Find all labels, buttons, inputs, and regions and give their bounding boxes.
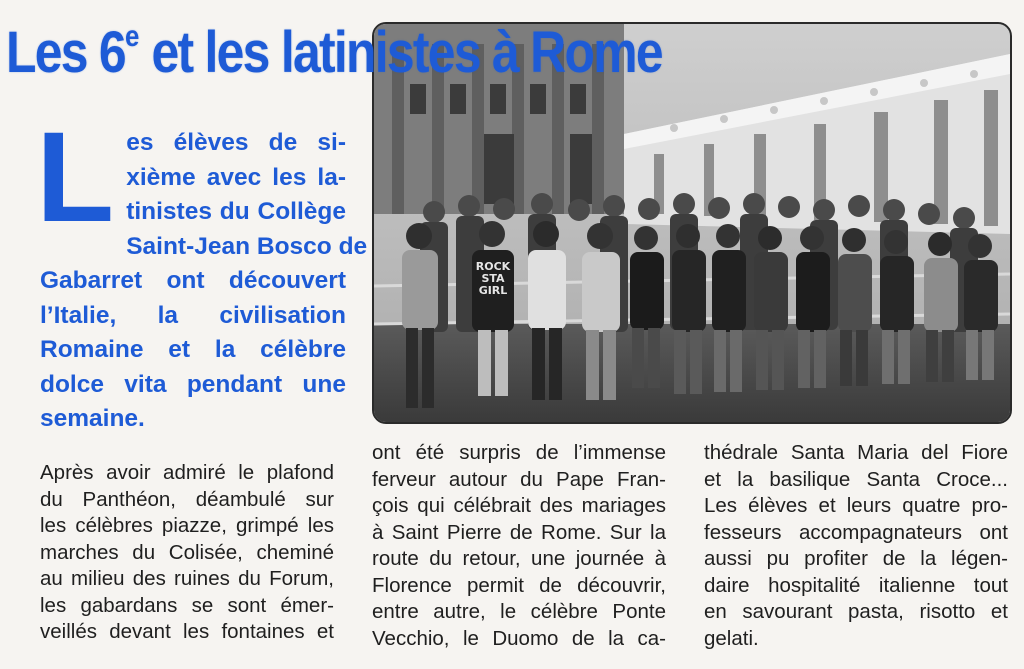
body-line: Les élèves et leurs quatre pro- [704,494,1008,517]
headline-main: Les 6 [6,20,125,85]
headline-superscript: e [124,20,140,53]
body-column-3 [704,440,1008,652]
body-line: entre autre, le célèbre Ponte [372,600,666,623]
body-line: veillés devant les fontaines et [40,620,334,643]
shirt-print-line-2: STA [481,272,505,285]
lead-line: tinistes du Collège [126,198,346,225]
body-line: fesseurs accompagnateurs ont [704,520,1008,544]
lead-line: l’Italie, la civilisation [40,301,346,329]
body-line: çois qui célébrait des mariages [372,494,666,517]
body-line: thédrale Santa Maria del Fiore [704,441,1008,464]
lead-line: xième avec les la- [126,163,346,191]
lead-line: Romaine et la célèbre [40,336,346,363]
body-line: route du retour, une journée à [372,547,666,570]
body-line: et la basilique Santa Croce... [704,467,1008,491]
lead-dropcap: L [36,106,115,249]
body-line: les célèbres piazze, grimpé les [40,514,334,537]
body-column-1 [40,460,334,646]
body-line: marches du Colisée, cheminé [40,540,334,564]
body-line: gelati. [704,626,759,650]
body-column-2 [372,440,666,652]
body-line: Après avoir admiré le plafond [40,461,334,484]
shirt-print-line-1: ROCK [475,260,511,273]
lead-line: Gabarret ont découvert [40,267,346,294]
body-line: les gabardans se sont émer- [40,593,334,617]
article-lead [36,106,368,437]
headline-rest: et les latinistes à Rome [139,20,662,85]
body-line: ont été surpris de l’immense [372,441,666,464]
article-headline [6,4,662,86]
lead-line: dolce vita pendant une [40,370,346,398]
body-line: aussi pu profiter de la légen- [704,547,1008,570]
body-line: Vecchio, le Duomo de la ca- [372,626,666,650]
body-line: daire hospitalité italienne tout [704,573,1008,597]
lead-line: semaine. [40,405,145,432]
body-line: Florence permit de découvrir, [372,573,666,597]
body-line: à Saint Pierre de Rome. Sur la [372,520,666,544]
body-line: en savourant pasta, risotto et [704,600,1008,623]
lead-line: Saint-Jean Bosco de [126,232,368,260]
lead-line: es élèves de si- [126,129,346,156]
body-line: au milieu des ruines du Forum, [40,567,334,590]
body-line: du Panthéon, déambulé sur [40,487,334,511]
body-line: ferveur autour du Pape Fran- [372,467,666,491]
shirt-print-line-3: GIRL [478,284,508,297]
